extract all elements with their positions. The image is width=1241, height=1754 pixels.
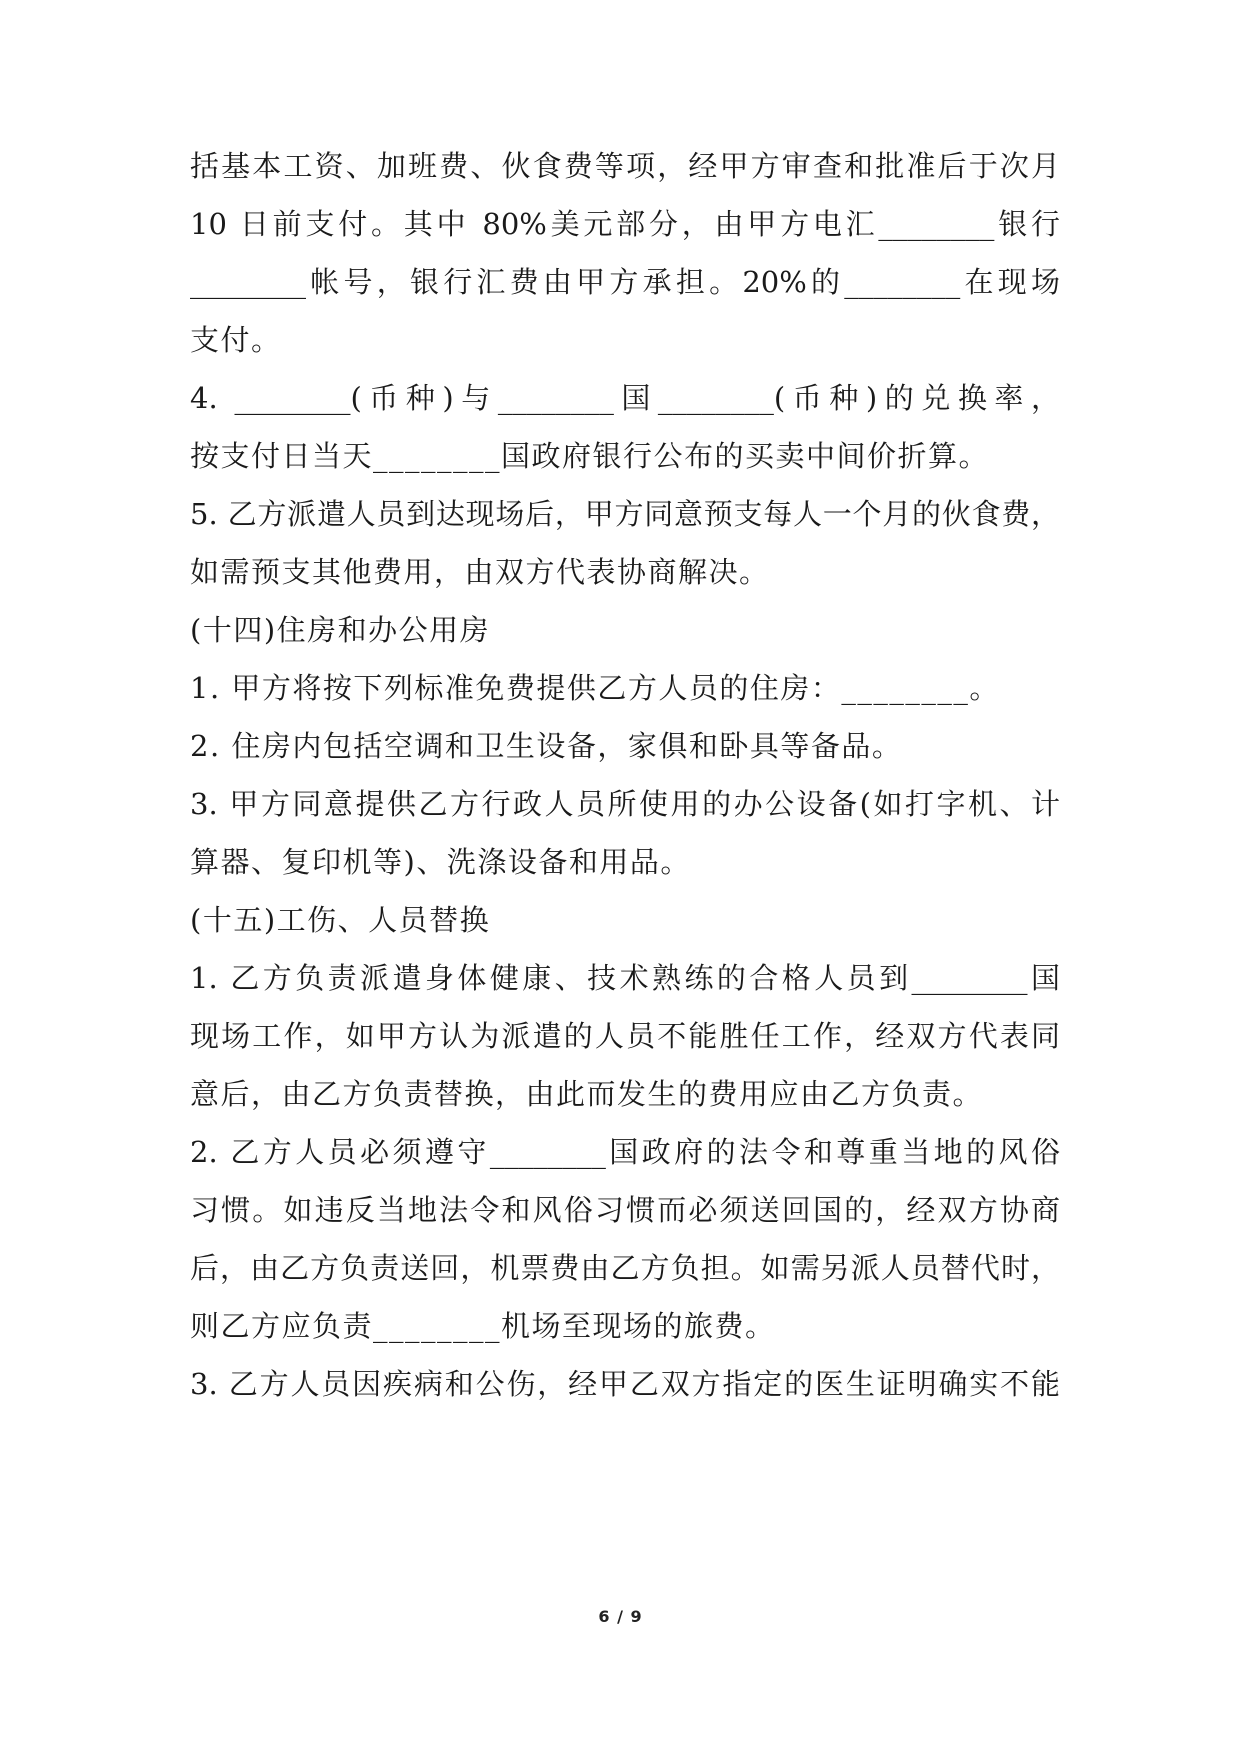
body-line: ________帐号，银行汇费由甲方承担。20%的________在现场 — [190, 265, 1060, 299]
body-line: 10 日前支付。其中 80%美元部分，由甲方电汇________银行 — [190, 207, 1060, 241]
body-line: 意后，由乙方负责替换，由此而发生的费用应由乙方负责。 — [190, 1077, 984, 1111]
body-line: 3. 甲方同意提供乙方行政人员所使用的办公设备(如打字机、计 — [190, 787, 1060, 821]
body-line: 2. 乙方人员必须遵守________国政府的法令和尊重当地的风俗 — [190, 1135, 1060, 1169]
body-line: 括基本工资、加班费、伙食费等项，经甲方审查和批准后于次月 — [190, 149, 1060, 183]
body-line: 支付。 — [190, 323, 282, 357]
body-line: 1. 甲方将按下列标准免费提供乙方人员的住房：________。 — [190, 671, 1000, 705]
body-line: 3. 乙方人员因疾病和公伤，经甲乙双方指定的医生证明确实不能 — [190, 1367, 1060, 1401]
page-number: 6 / 9 — [598, 1607, 643, 1626]
body-line: 4. ________(币种)与________国________(币种)的兑换率， — [190, 381, 1060, 415]
body-line: 如需预支其他费用，由双方代表协商解决。 — [190, 555, 770, 589]
body-line: 现场工作，如甲方认为派遣的人员不能胜任工作，经双方代表同 — [190, 1019, 1060, 1053]
section-heading: (十四)住房和办公用房 — [190, 613, 491, 647]
body-line: 2. 住房内包括空调和卫生设备，家俱和卧具等备品。 — [190, 729, 903, 763]
body-line: 习惯。如违反当地法令和风俗习惯而必须送回国的，经双方协商 — [190, 1193, 1060, 1227]
body-line: 后，由乙方负责送回，机票费由乙方负担。如需另派人员替代时， — [190, 1251, 1060, 1285]
section-heading: (十五)工伤、人员替换 — [190, 903, 491, 937]
body-line: 则乙方应负责________机场至现场的旅费。 — [190, 1309, 776, 1343]
body-line: 5. 乙方派遣人员到达现场后，甲方同意预支每人一个月的伙食费， — [190, 497, 1060, 531]
body-line: 算器、复印机等)、洗涤设备和用品。 — [190, 845, 691, 879]
body-line: 按支付日当天________国政府银行公布的买卖中间价折算。 — [190, 439, 990, 473]
body-line: 1. 乙方负责派遣身体健康、技术熟练的合格人员到________国 — [190, 961, 1060, 995]
